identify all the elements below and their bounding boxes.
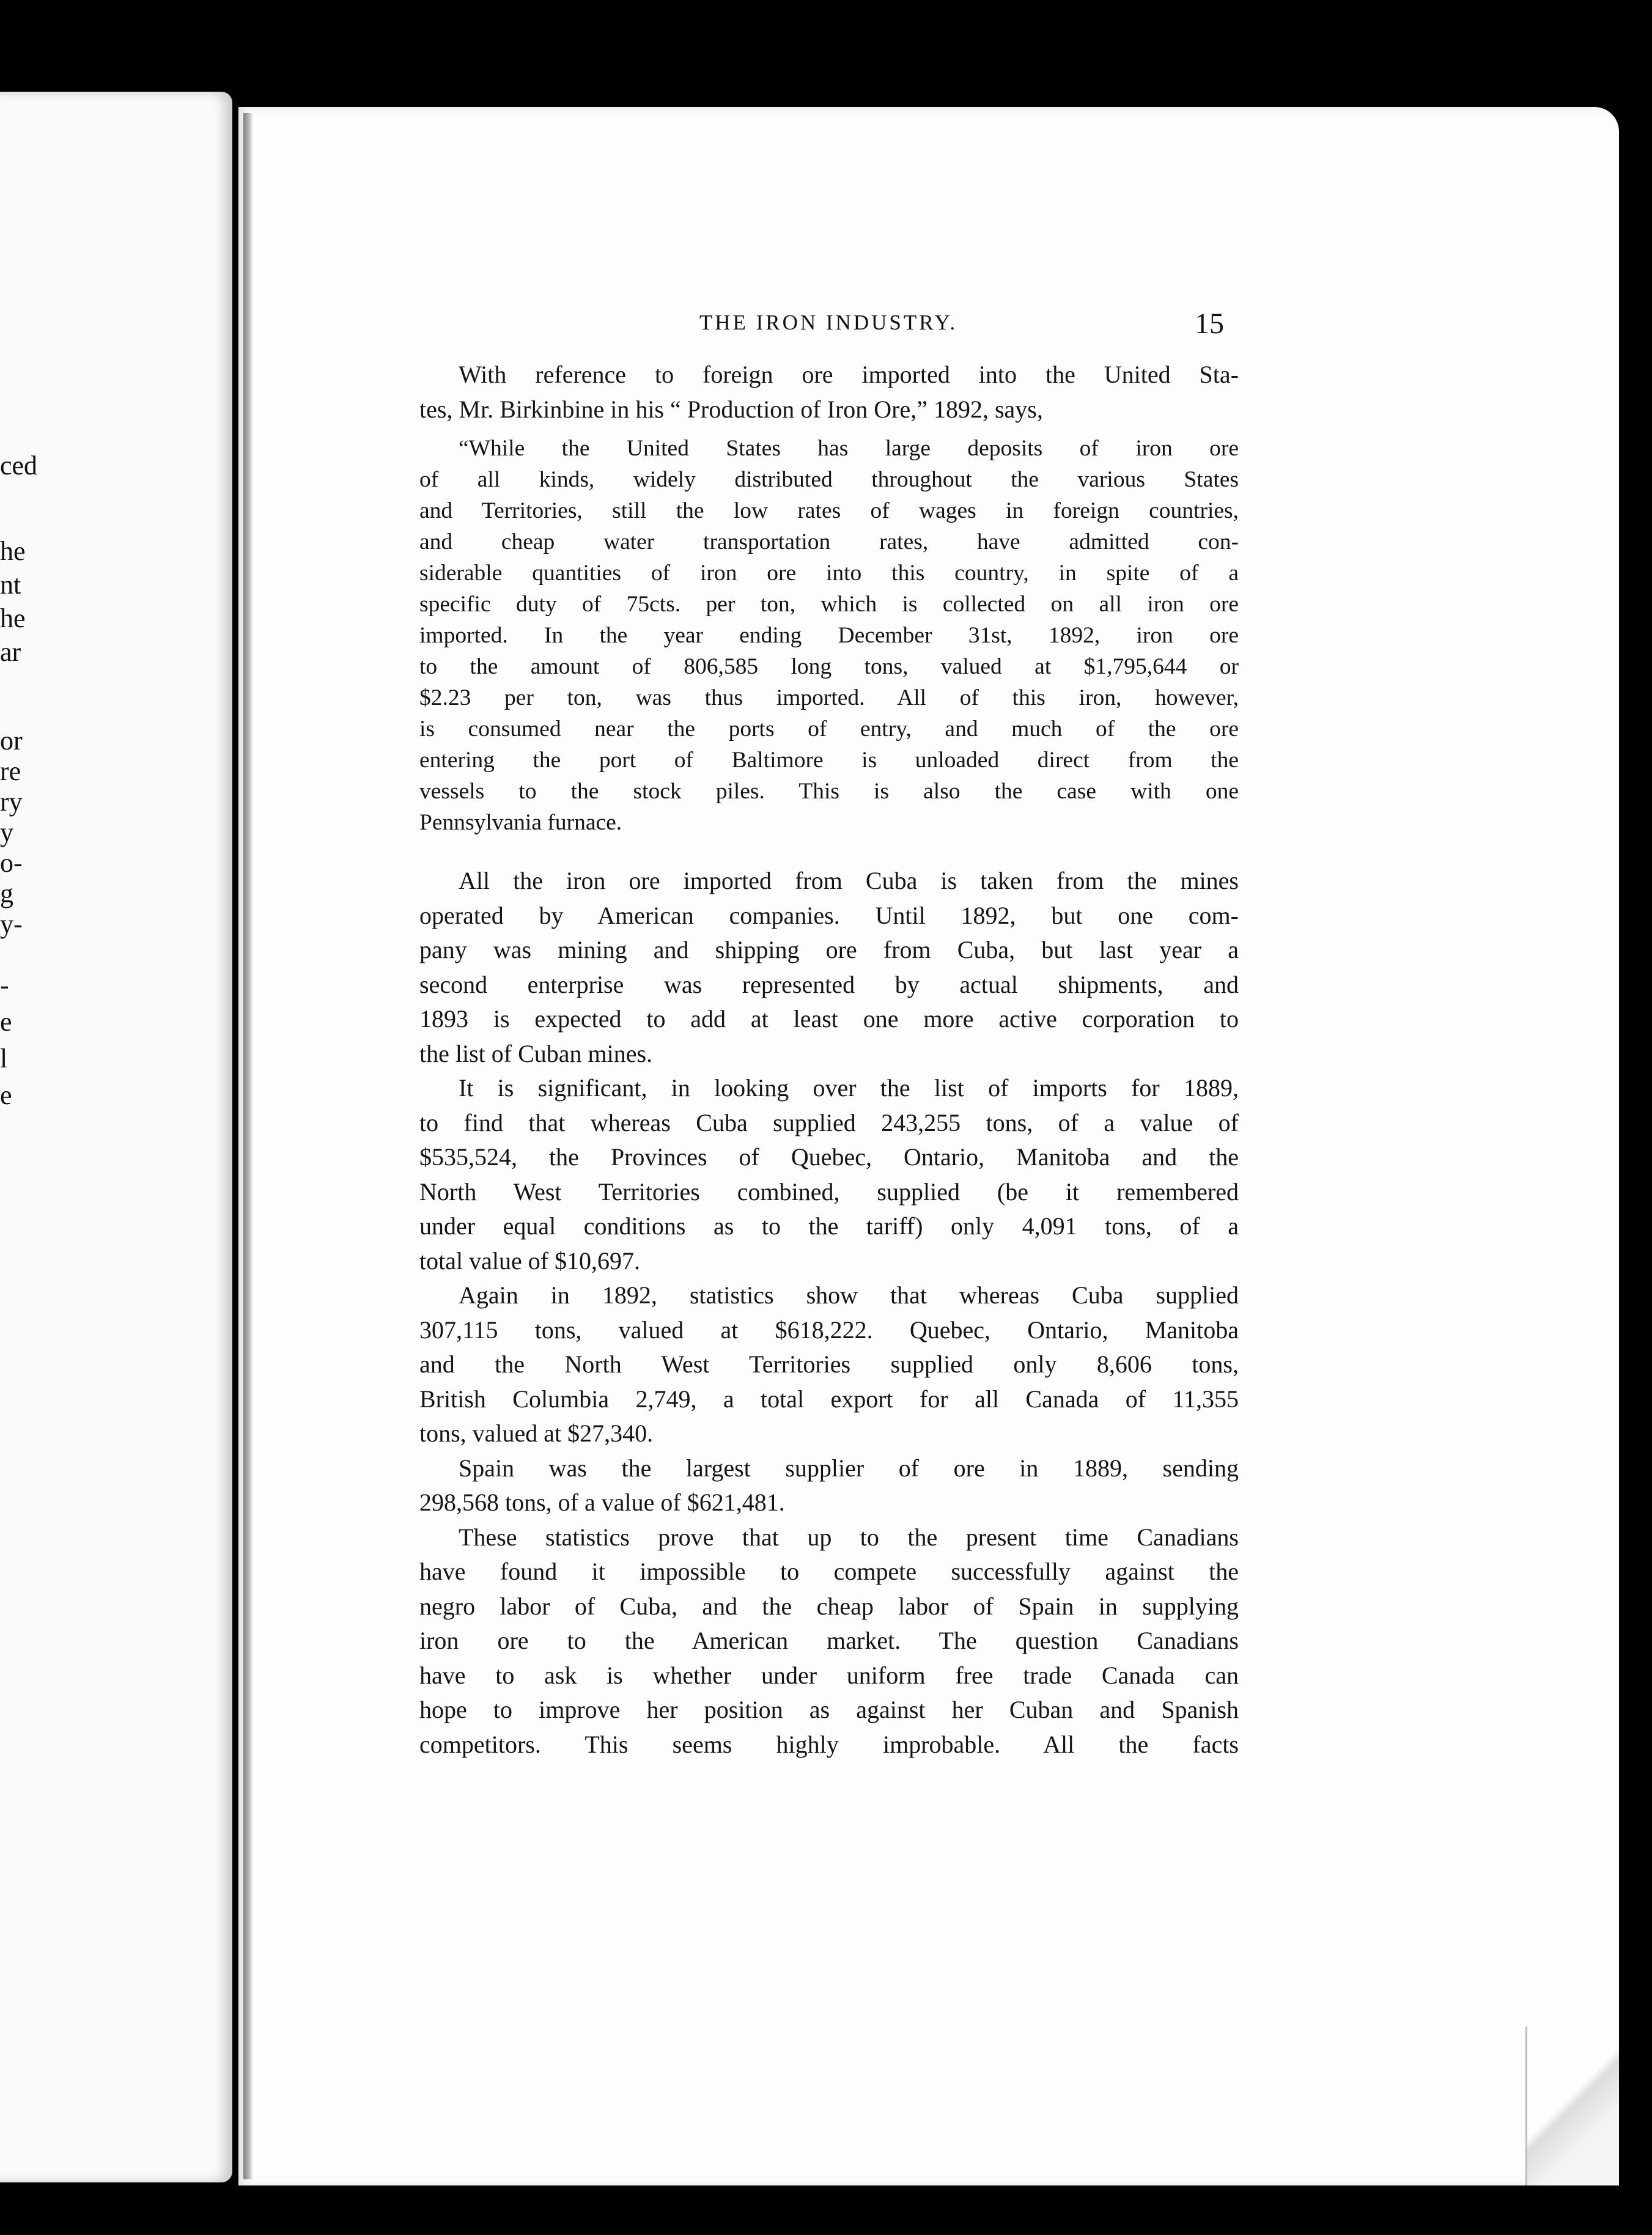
text-line: to find that whereas Cuba supplied 243,255 tons, of a value of — [419, 1108, 1239, 1136]
text-line: hope to improve her position as against her Cuban and Spanish — [419, 1696, 1239, 1723]
text-line: These statistics prove that up to the present time Canadians — [459, 1523, 1239, 1551]
text-line: to the amount of 806,585 long tons, valued at $1,795,644 or — [419, 654, 1239, 679]
fragment: e — [0, 1007, 12, 1037]
text-line: 1893 is expected to add at least one more active corporation to — [419, 1005, 1239, 1033]
fragment: or — [0, 726, 23, 756]
paragraph-imports-1889 — [419, 1071, 1239, 1278]
text-line: siderable quantities of iron ore into this country, in spite of a — [419, 561, 1239, 586]
text-line: second enterprise was represented by actual shipments, and — [419, 970, 1239, 998]
text-line: and Territories, still the low rates of wages in foreign countries, — [419, 498, 1239, 523]
text-line: have to ask is whether under uniform free trade Canada can — [419, 1661, 1239, 1689]
text-line: total value of $10,697. — [419, 1246, 641, 1275]
text-line: $535,524, the Provinces of Quebec, Ontario, Manitoba and the — [419, 1143, 1239, 1171]
paragraph-intro — [419, 358, 1239, 427]
text-line: competitors. This seems highly improbable. All the facts — [419, 1730, 1239, 1758]
paragraph-spain — [419, 1451, 1239, 1520]
fragment: y- — [0, 909, 23, 939]
facing-page-text-fragments — [0, 92, 232, 2182]
fragment: nt — [0, 570, 21, 600]
text-line: entering the port of Baltimore is unloaded direct from the — [419, 748, 1239, 773]
text-line: Pennsylvania furnace. — [419, 810, 622, 835]
fragment: o- — [0, 848, 23, 878]
text-line: With reference to foreign ore imported into the United Sta- — [459, 361, 1239, 388]
text-line: 298,568 tons, of a value of $621,481. — [419, 1489, 785, 1516]
body-text — [419, 358, 1239, 1762]
text-line: of all kinds, widely distributed throughout the various States — [419, 467, 1239, 492]
running-header — [440, 307, 1224, 347]
text-line: the list of Cuban mines. — [419, 1039, 653, 1067]
text-line: negro labor of Cuba, and the cheap labor of Spain in supplying — [419, 1592, 1239, 1620]
text-line: It is significant, in looking over the list of imports for 1889, — [459, 1074, 1239, 1102]
fragment: re — [0, 756, 21, 786]
text-line: and the North West Territories supplied only 8,606 tons, — [419, 1350, 1239, 1378]
page-number: 15 — [1195, 307, 1224, 340]
block-quote — [419, 433, 1239, 838]
text-line: British Columbia 2,749, a total export for all Canada of 11,355 — [419, 1385, 1239, 1413]
text-line: tons, valued at $27,340. — [419, 1419, 654, 1447]
fragment: y — [0, 817, 13, 847]
fragment: he — [0, 603, 26, 633]
text-line: tes, Mr. Birkinbine in his “ Production of Iron Ore,” 1892, says, — [419, 395, 1043, 423]
fragment: ar — [0, 637, 21, 667]
paragraph-statistics-1892 — [419, 1278, 1239, 1451]
fragment: - — [0, 970, 9, 1000]
fragment: l — [0, 1044, 8, 1073]
text-line: specific duty of 75cts. per ton, which is collected on all iron ore — [419, 592, 1239, 617]
page-corner-curl — [1525, 2027, 1619, 2185]
text-line: iron ore to the American market. The question Canadians — [419, 1627, 1239, 1654]
fragment: e — [0, 1080, 12, 1110]
facing-page-left-edge — [0, 92, 232, 2182]
text-line: have found it impossible to compete successfully against the — [419, 1558, 1239, 1585]
fragment: he — [0, 536, 26, 566]
text-line: vessels to the stock piles. This is also the case with one — [419, 779, 1239, 804]
text-line: under equal conditions as to the tariff) only 4,091 tons, of a — [419, 1212, 1239, 1240]
fragment: ry — [0, 787, 23, 817]
text-line: pany was mining and shipping ore from Cuba, but last year a — [419, 936, 1239, 963]
fragment: g — [0, 878, 13, 908]
text-line: Again in 1892, statistics show that whereas Cuba supplied — [459, 1281, 1239, 1309]
text-line: All the iron ore imported from Cuba is taken from the mines — [459, 867, 1239, 894]
paragraph-cuba-mines — [419, 864, 1239, 1071]
text-line: 307,115 tons, valued at $618,222. Quebec, Ontario, Manitoba — [419, 1316, 1239, 1344]
text-line: and cheap water transportation rates, have admitted con- — [419, 529, 1239, 554]
fragment: ced — [0, 451, 38, 481]
text-line: is consumed near the ports of entry, and much of the ore — [419, 716, 1239, 742]
page-gutter-shadow — [243, 113, 253, 2179]
text-line: “While the United States has large deposits of iron ore — [459, 436, 1239, 461]
paragraph-conclusion — [419, 1520, 1239, 1762]
text-line: operated by American companies. Until 1892, but one com- — [419, 901, 1239, 929]
text-line: Spain was the largest supplier of ore in 1889, sending — [459, 1454, 1239, 1482]
text-line: imported. In the year ending December 31st, 1892, iron ore — [419, 623, 1239, 648]
text-line: North West Territories combined, supplied (be it remembered — [419, 1177, 1239, 1206]
running-title: THE IRON INDUSTRY. — [699, 311, 958, 334]
text-line: $2.23 per ton, was thus imported. All of this iron, however, — [419, 685, 1239, 710]
